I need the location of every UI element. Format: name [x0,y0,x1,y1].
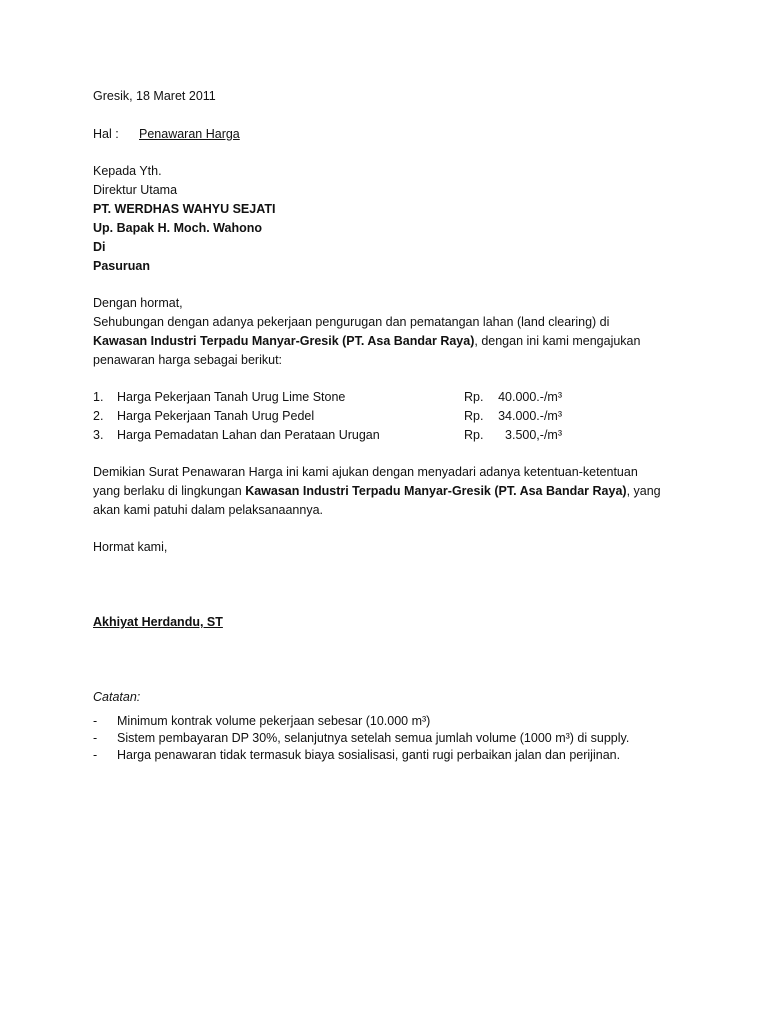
date-line: Gresik, 18 Maret 2011 [93,89,216,103]
recipient-city: Pasuruan [93,259,150,273]
note-bullet: - [93,731,98,745]
intro-line1: Sehubungan dengan adanya pekerjaan pengurugan dan pematangan lahan (land clearing) di [93,315,610,329]
recipient-line2: Direktur Utama [93,183,178,197]
recipient-line1: Kepada Yth. [93,164,162,178]
regards: Hormat kami, [93,540,168,554]
intro-line2-rest: , dengan ini kami mengajukan [474,334,641,348]
closing-line2 [93,483,661,499]
price-item-description: Harga Pemadatan Lahan dan Perataan Urugan [117,428,380,442]
closing-estate-name: Kawasan Industri Terpadu Manyar-Gresik (PT. Asa Bandar Raya) [245,484,627,498]
greeting: Dengan hormat, [93,296,183,310]
subject-label: Hal : [93,127,119,141]
note-text: Sistem pembayaran DP 30%, selanjutnya setelah semua jumlah volume (1000 m³) di supply. [117,731,630,745]
price-item-number: 2. [93,409,104,423]
price-item-amount: 40.000.-/m³ [498,390,562,404]
price-item-currency: Rp. [464,409,484,423]
closing-line2-end: , yang [626,484,661,498]
price-item-currency: Rp. [464,428,484,442]
intro-line2 [93,333,640,349]
closing-line2-start: yang berlaku di lingkungan [93,484,246,498]
note-text: Minimum kontrak volume pekerjaan sebesar (10.000 m³) [117,714,431,728]
note-bullet: - [93,748,98,762]
price-item-number: 1. [93,390,104,404]
recipient-di: Di [93,240,106,254]
notes-title: Catatan: [93,690,141,704]
intro-estate-name: Kawasan Industri Terpadu Manyar-Gresik (PT. Asa Bandar Raya) [93,334,475,348]
signatory-name: Akhiyat Herdandu, ST [93,615,223,629]
note-text: Harga penawaran tidak termasuk biaya sosialisasi, ganti rugi perbaikan jalan dan perijinan. [117,748,621,762]
price-item-currency: Rp. [464,390,484,404]
price-item-number: 3. [93,428,104,442]
recipient-attention: Up. Bapak H. Moch. Wahono [93,221,262,235]
price-item-amount: 34.000.-/m³ [498,409,562,423]
closing-line1: Demikian Surat Penawaran Harga ini kami ajukan dengan menyadari adanya ketentuan-ketentuan [93,465,638,479]
price-item-description: Harga Pekerjaan Tanah Urug Pedel [117,409,315,423]
intro-line3: penawaran harga sebagai berikut: [93,353,283,367]
note-bullet: - [93,714,98,728]
subject-value: Penawaran Harga [139,127,240,141]
recipient-company: PT. WERDHAS WAHYU SEJATI [93,202,276,216]
price-item-amount: 3.500,-/m³ [505,428,562,442]
price-item-description: Harga Pekerjaan Tanah Urug Lime Stone [117,390,346,404]
closing-line3: akan kami patuhi dalam pelaksanaannya. [93,503,324,517]
